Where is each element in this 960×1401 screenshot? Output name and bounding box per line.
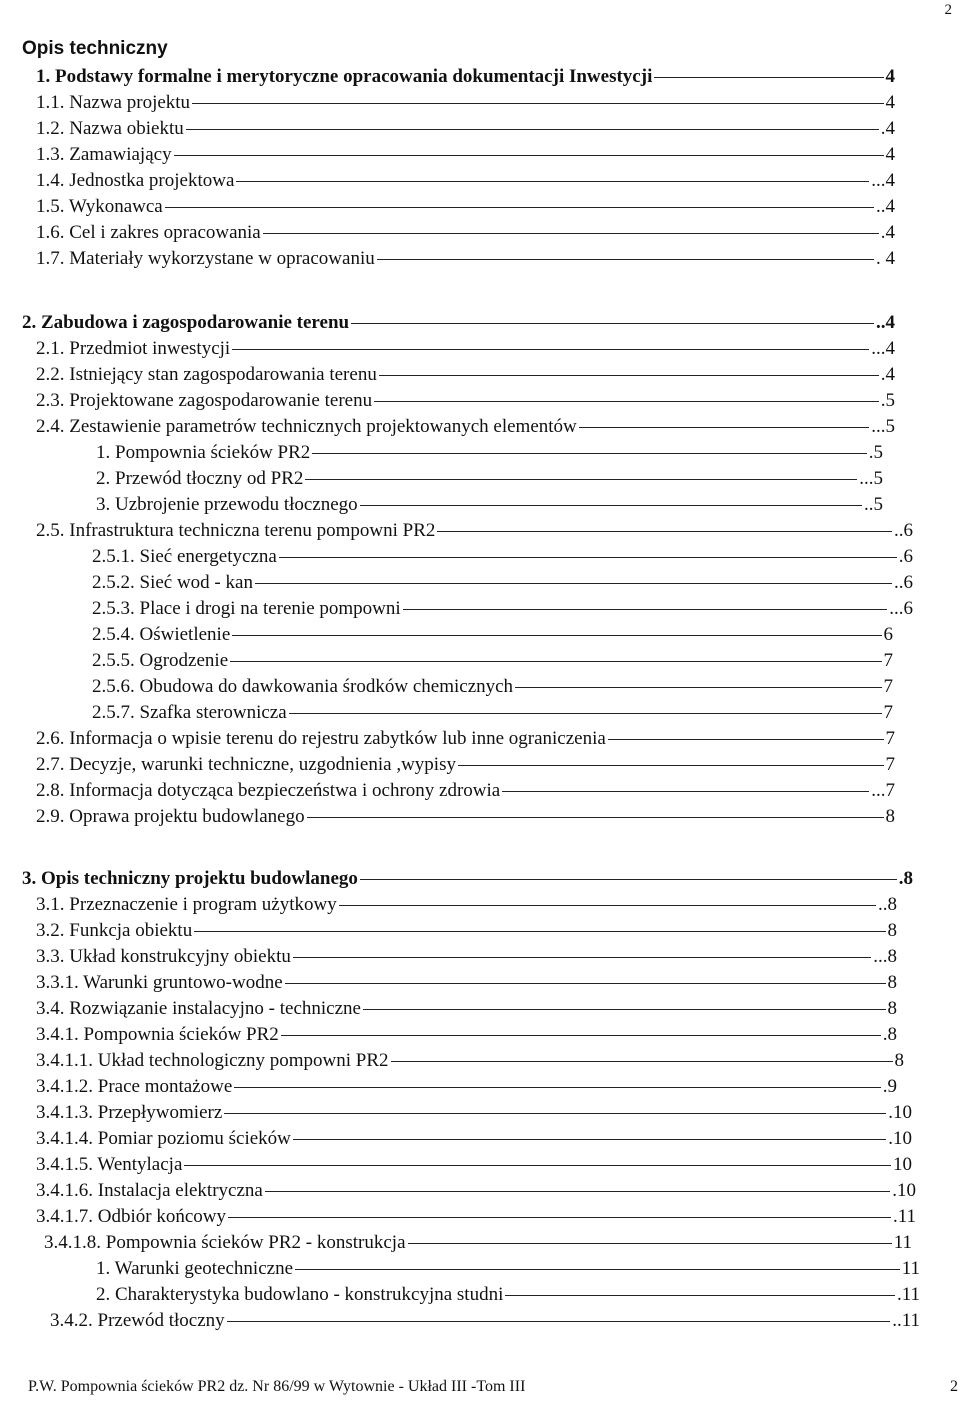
toc-entry-page: 8 <box>887 920 897 941</box>
dot-leader <box>279 544 897 558</box>
toc-entry <box>36 1126 912 1152</box>
toc-entry-page: ..4 <box>876 196 895 217</box>
toc-entry <box>92 674 893 700</box>
toc-entry <box>36 388 895 414</box>
toc-entry-label: 2.5.3. Place i drogi na terenie pompowni <box>92 598 401 619</box>
toc-entry-page: 4 <box>885 66 895 87</box>
dot-leader <box>174 142 884 156</box>
toc-entry <box>36 90 895 116</box>
toc-entry-page: 4 <box>885 144 895 165</box>
toc-entry <box>92 648 893 674</box>
toc-entry-label: 3.4.1.3. Przepływomierz <box>36 1102 223 1123</box>
toc-entry <box>92 622 893 648</box>
toc-entry-label: 3.4.1.2. Prace montażowe <box>36 1076 233 1097</box>
toc-entry <box>36 1178 916 1204</box>
toc-entry <box>96 1282 920 1308</box>
toc-entry-label: 1. Warunki geotechniczne <box>96 1258 294 1279</box>
toc-entry-label: 1. Pompownia ścieków PR2 <box>96 442 311 463</box>
toc-entry <box>36 194 895 220</box>
dot-leader <box>194 918 885 932</box>
page-number-top: 2 <box>944 2 952 18</box>
toc-entry-page: ...7 <box>871 780 895 801</box>
dot-leader <box>228 1204 891 1218</box>
dot-leader <box>293 1126 886 1140</box>
dot-leader <box>165 194 874 208</box>
toc-entry-label: 3.4.1.8. Pompownia ścieków PR2 - konstrukcja <box>44 1232 406 1253</box>
toc-entry-label: 1.3. Zamawiający <box>36 144 172 165</box>
dot-leader <box>379 362 879 376</box>
toc-entry-page: ..8 <box>878 894 897 915</box>
toc-entry <box>92 596 913 622</box>
toc-entry-page: 7 <box>885 754 895 775</box>
dot-leader <box>289 700 882 714</box>
toc-entry-page: . 4 <box>876 248 895 269</box>
toc-entry-page: ...5 <box>859 468 883 489</box>
toc-entry-page: 7 <box>883 676 893 697</box>
toc-entry-label: 2.7. Decyzje, warunki techniczne, uzgodnienia ,wypisy <box>36 754 456 775</box>
toc-entry-page: 7 <box>883 650 893 671</box>
toc-entry <box>22 866 913 892</box>
toc-entry <box>92 570 913 596</box>
toc-entry-label: 2. Przewód tłoczny od PR2 <box>96 468 304 489</box>
toc-entry-page: .10 <box>892 1180 916 1201</box>
dot-leader <box>505 1282 895 1296</box>
toc-entry <box>36 970 897 996</box>
toc-entry-label: 3.4.2. Przewód tłoczny <box>50 1310 225 1331</box>
toc-entry-label: 2.5.1. Sieć energetyczna <box>92 546 277 567</box>
toc-entry-page: .8 <box>898 868 913 889</box>
toc-entry-label: 3.2. Funkcja obiektu <box>36 920 193 941</box>
toc-entry-label: 3.3. Układ konstrukcyjny obiektu <box>36 946 291 967</box>
toc-entry-label: 2.9. Oprawa projektu budowlanego <box>36 806 305 827</box>
toc-entry-label: 3.4.1.6. Instalacja elektryczna <box>36 1180 263 1201</box>
toc-entry-label: 2. Charakterystyka budowlano - konstrukcyjna studni <box>96 1284 504 1305</box>
dot-leader <box>339 892 876 906</box>
toc-entry <box>36 246 895 272</box>
toc-entry-page: .10 <box>888 1128 912 1149</box>
toc-entry-label: 2. Zabudowa i zagospodarowanie terenu <box>22 312 350 333</box>
toc-entry-label: 3.4.1.7. Odbiór końcowy <box>36 1206 226 1227</box>
toc-entry-page: 6 <box>883 624 893 645</box>
dot-leader <box>391 1048 893 1062</box>
dot-leader <box>307 804 884 818</box>
dot-leader <box>285 970 886 984</box>
toc-entry <box>50 1308 920 1334</box>
dot-leader <box>255 570 892 584</box>
toc-entry-label: 3.4.1.4. Pomiar poziomu ścieków <box>36 1128 291 1149</box>
toc-entry <box>96 492 883 518</box>
toc-entry <box>96 466 883 492</box>
toc-entry-label: 3.4. Rozwiązanie instalacyjno - techniczne <box>36 998 361 1019</box>
toc-entry-label: 1.5. Wykonawca <box>36 196 163 217</box>
toc-entry-label: 2.5.5. Ogrodzenie <box>92 650 229 671</box>
dot-leader <box>236 168 869 182</box>
toc-entry <box>36 414 895 440</box>
toc-entry <box>36 1074 897 1100</box>
toc-entry-page: 7 <box>885 728 895 749</box>
dot-leader <box>360 492 862 506</box>
toc-entry-label: 1.2. Nazwa obiektu <box>36 118 184 139</box>
toc-entry-page: 8 <box>894 1050 904 1071</box>
dot-leader <box>186 116 879 130</box>
toc-entry <box>36 116 895 142</box>
dot-leader <box>458 752 884 766</box>
dot-leader <box>437 518 892 532</box>
toc-entry-page: 10 <box>893 1154 912 1175</box>
toc-entry <box>96 440 883 466</box>
dot-leader <box>192 90 883 104</box>
dot-leader <box>377 246 874 260</box>
toc-entry <box>36 1152 912 1178</box>
toc-entry-page: ...4 <box>871 170 895 191</box>
toc-entry <box>36 996 897 1022</box>
toc-entry <box>36 518 913 544</box>
toc-entry <box>36 726 895 752</box>
toc-entry-label: 3. Opis techniczny projektu budowlanego <box>22 868 358 889</box>
dot-leader <box>579 414 869 428</box>
toc-entry <box>36 1048 904 1074</box>
toc-entry <box>36 892 897 918</box>
dot-leader <box>224 1100 886 1114</box>
dot-leader <box>263 220 879 234</box>
toc-entry <box>36 804 895 830</box>
dot-leader <box>403 596 888 610</box>
page-footer <box>28 1378 958 1396</box>
toc-entry <box>36 1100 912 1126</box>
toc-entry-page: ..6 <box>894 572 913 593</box>
toc-entry-page: .8 <box>882 1024 897 1045</box>
dot-leader <box>281 1022 881 1036</box>
toc-entry-page: .4 <box>880 222 895 243</box>
toc-entry <box>36 1022 897 1048</box>
toc-entry-label: 3.1. Przeznaczenie i program użytkowy <box>36 894 337 915</box>
toc-entry-label: 2.4. Zestawienie parametrów technicznych projektowanych elementów <box>36 416 577 437</box>
toc-entry-label: 2.8. Informacja dotycząca bezpieczeństwa i ochrony zdrowia <box>36 780 501 801</box>
dot-leader <box>184 1152 891 1166</box>
toc-entry-label: 2.3. Projektowane zagospodarowanie terenu <box>36 390 373 411</box>
toc-entry-page: ...6 <box>889 598 913 619</box>
dot-leader <box>408 1230 892 1244</box>
toc-entry <box>36 778 895 804</box>
toc-entry-label: 2.6. Informacja o wpisie terenu do rejestru zabytków lub inne ograniczenia <box>36 728 606 749</box>
toc-entry <box>36 142 895 168</box>
toc-entry-page: ..6 <box>894 520 913 541</box>
toc-entry-label: 2.5. Infrastruktura techniczna terenu pompowni PR2 <box>36 520 436 541</box>
dot-leader <box>515 674 881 688</box>
toc-entry-page: ...4 <box>871 338 895 359</box>
dot-leader <box>351 310 874 324</box>
toc-entry-label: 2.5.4. Oświetlenie <box>92 624 231 645</box>
toc-entry-label: 3.3.1. Warunki gruntowo-wodne <box>36 972 283 993</box>
toc-entry-label: 1.7. Materiały wykorzystane w opracowaniu <box>36 248 375 269</box>
toc-entry-label: 3.4.1.5. Wentylacja <box>36 1154 183 1175</box>
toc-entry-page: ..5 <box>864 494 883 515</box>
dot-leader <box>230 648 881 662</box>
toc-entry <box>92 700 893 726</box>
toc-entry-page: .6 <box>898 546 913 567</box>
dot-leader <box>654 64 883 78</box>
toc-entry <box>36 1204 916 1230</box>
toc-entry-page: .4 <box>880 364 895 385</box>
dot-leader <box>305 466 857 480</box>
toc-entry-page: 7 <box>883 702 893 723</box>
toc-entry <box>36 168 895 194</box>
toc-entry <box>36 64 895 90</box>
toc-entry-label: 2.5.7. Szafka sterownicza <box>92 702 287 723</box>
toc-entry-page: .5 <box>868 442 883 463</box>
toc-entry-label: 1.6. Cel i zakres opracowania <box>36 222 261 243</box>
dot-leader <box>232 622 881 636</box>
toc-entry-page: ..4 <box>876 312 895 333</box>
footer-page-number: 2 <box>950 1378 958 1395</box>
dot-leader <box>295 1256 900 1270</box>
dot-leader <box>502 778 869 792</box>
toc-title: Opis techniczny <box>22 38 168 59</box>
toc-entry-label: 1. Podstawy formalne i merytoryczne opracowania dokumentacji Inwestycji <box>36 66 653 87</box>
toc-entry <box>36 220 895 246</box>
toc-entry <box>44 1230 912 1256</box>
toc-entry-page: .10 <box>888 1102 912 1123</box>
toc-entry-page: ...5 <box>871 416 895 437</box>
toc-entry-label: 1.4. Jednostka projektowa <box>36 170 235 191</box>
toc-entry-label: 3.4.1. Pompownia ścieków PR2 <box>36 1024 279 1045</box>
toc-entry-label: 2.1. Przedmiot inwestycji <box>36 338 231 359</box>
toc-entry-page: ..11 <box>892 1310 920 1331</box>
dot-leader <box>608 726 884 740</box>
dot-leader <box>363 996 886 1010</box>
toc-entry-label: 1.1. Nazwa projektu <box>36 92 191 113</box>
footer-text: P.W. Pompownia ścieków PR2 dz. Nr 86/99 w Wytownie - Układ III -Tom III <box>28 1378 526 1395</box>
toc-entry-page: .11 <box>892 1206 916 1227</box>
toc-entry <box>36 944 897 970</box>
toc-entry <box>96 1256 920 1282</box>
dot-leader <box>227 1308 891 1322</box>
dot-leader <box>293 944 871 958</box>
toc-entry-page: .4 <box>880 118 895 139</box>
dot-leader <box>312 440 866 454</box>
toc-entry-label: 2.2. Istniejący stan zagospodarowania terenu <box>36 364 377 385</box>
toc-entry-page: 11 <box>901 1258 920 1279</box>
toc-entry <box>36 752 895 778</box>
toc-entry <box>92 544 913 570</box>
toc-entry <box>36 336 895 362</box>
toc-entry-page: 4 <box>885 92 895 113</box>
toc-entry-page: 8 <box>885 806 895 827</box>
toc-entry-label: 3.4.1.1. Układ technologiczny pompowni PR2 <box>36 1050 389 1071</box>
toc-entry <box>36 918 897 944</box>
toc-entry-label: 2.5.2. Sieć wod - kan <box>92 572 253 593</box>
dot-leader <box>232 336 869 350</box>
toc-entry <box>36 362 895 388</box>
toc-entry-page: 11 <box>893 1232 912 1253</box>
toc-entry-page: .9 <box>882 1076 897 1097</box>
toc-entry-page: 8 <box>887 998 897 1019</box>
dot-leader <box>265 1178 890 1192</box>
dot-leader <box>234 1074 880 1088</box>
toc-entry-label: 3. Uzbrojenie przewodu tłocznego <box>96 494 358 515</box>
toc-entry-page: .11 <box>896 1284 920 1305</box>
toc-entry-page: .5 <box>880 390 895 411</box>
dot-leader <box>374 388 879 402</box>
toc-entry <box>22 310 895 336</box>
toc-entry-page: 8 <box>887 972 897 993</box>
toc-entry-page: ...8 <box>873 946 897 967</box>
dot-leader <box>360 866 897 880</box>
toc-entry-label: 2.5.6. Obudowa do dawkowania środków chemicznych <box>92 676 514 697</box>
